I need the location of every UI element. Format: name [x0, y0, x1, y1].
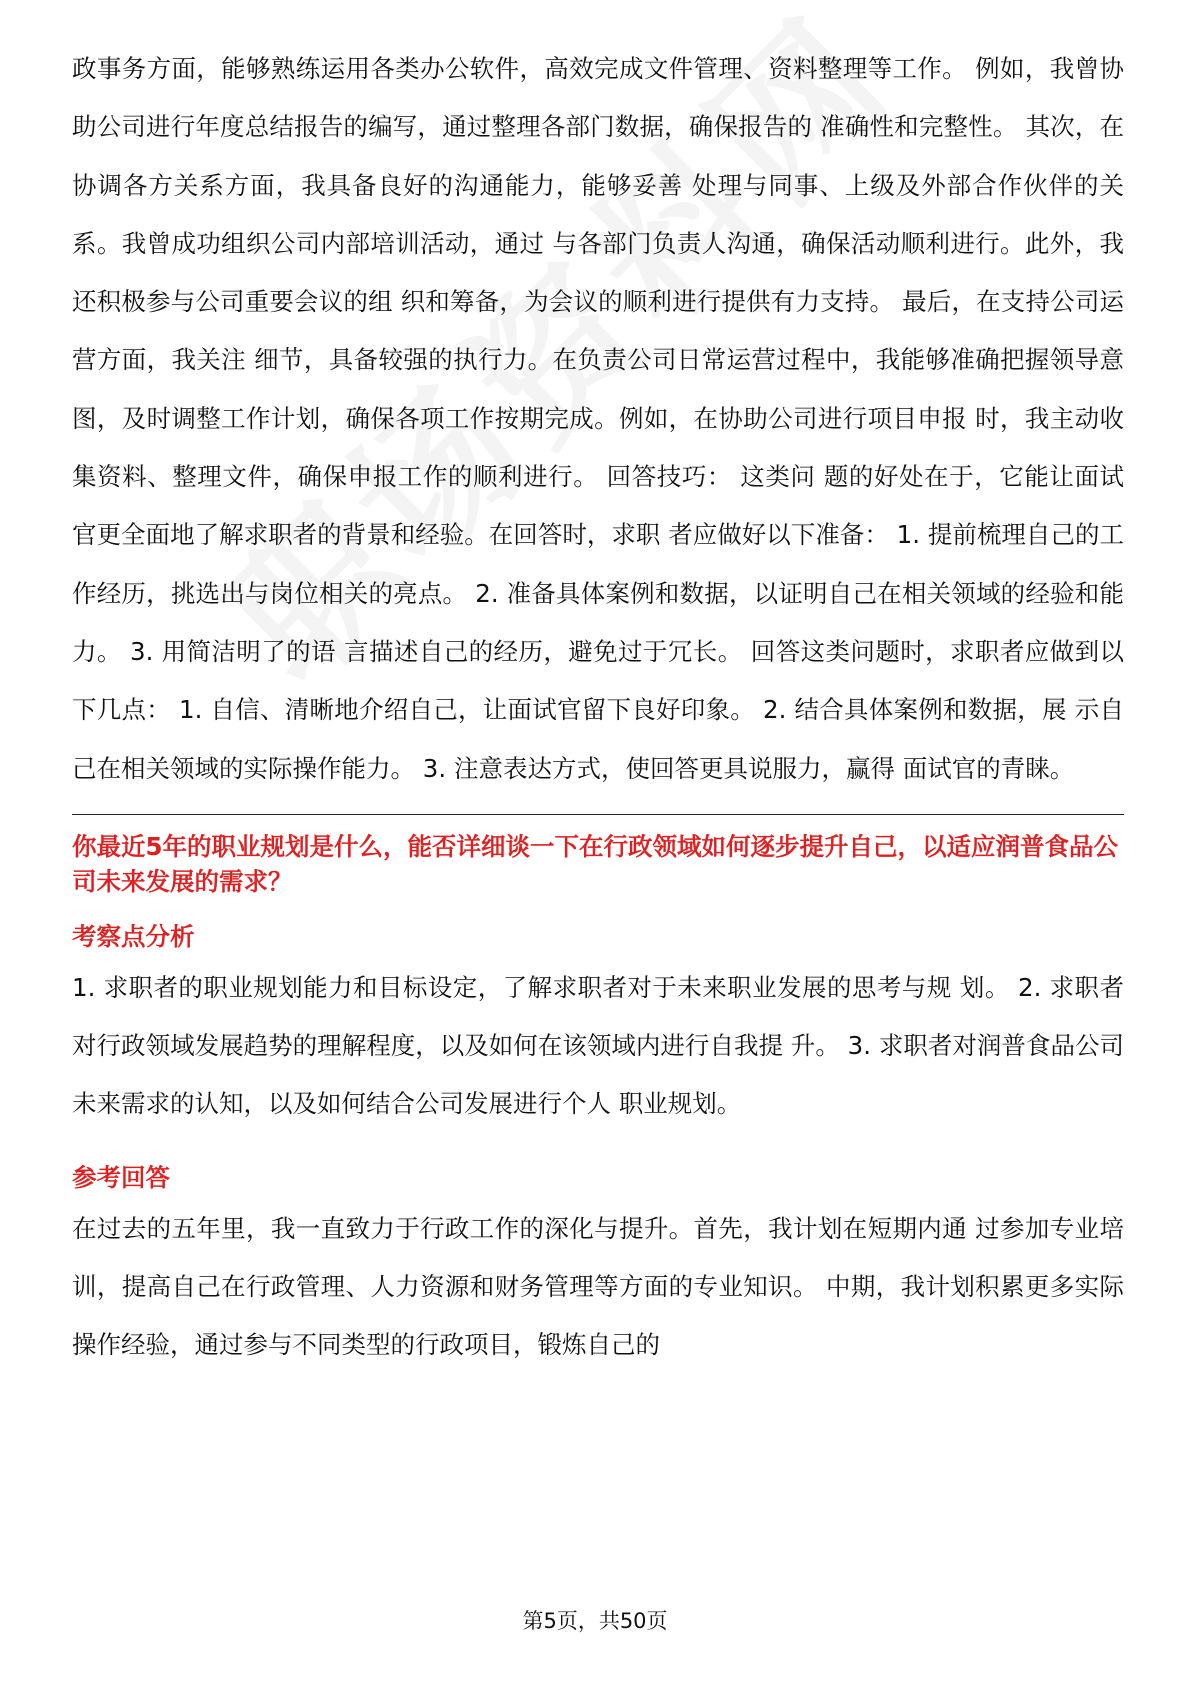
interview-question: 你最近5年的职业规划是什么，能否详细谈一下在行政领域如何逐步提升自己，以适应润普食品公司未来发展的需求？ — [72, 831, 1119, 896]
analysis-text: 1. 求职者的职业规划能力和目标设定，了解求职者对于未来职业发展的思考与规 划。 2. 求职者对行政领域发展趋势的理解程度，以及如何在该领域内进行自我提 升。 3. 求职者对润普食品公司未来需求的认知，以及如何结合公司发展进行个人 职业规划。 — [72, 972, 1124, 1119]
reference-answer-text: 在过去的五年里，我一直致力于行政工作的深化与提升。首先，我计划在短期内通 过参加专业培训，提高自己在行政管理、人力资源和财务管理等方面的专业知识。 中期，我计划积累更多实际操作经验，通过参与不同类型的行政项目，锻炼自己的 — [72, 1213, 1124, 1360]
intro-paragraph: 政事务方面，能够熟练运用各类办公软件，高效完成文件管理、资料整理等工作。 例如，我曾协助公司进行年度总结报告的编写，通过整理各部门数据，确保报告的 准确性和完整性。 其次，在协调各方关系方面，我具备良好的沟通能力，能够妥善 处理与同事、上级及外部合作伙伴的关系。我曾成功组织公司内部培训活动，通过 与各部门负责人沟通，确保活动顺利进行。此外，我还积极参与公司重要会议的组 织和筹备，为会议的顺利进行提供有力支持。 最后，在支持公司运营方面，我关注 细节，具备较强的执行力。在负责公司日常运营过程中，我能够准确把握领导意 图，及时调整工作计划，确保各项工作按期完成。例如，在协助公司进行项目申报 时，我主动收集资料、整理文件，确保申报工作的顺利进行。 回答技巧： 这类问 题的好处在于，它能让面试官更全面地了解求职者的背景和经验。在回答时，求职 者应做好以下准备： 1. 提前梳理自己的工作经历，挑选出与岗位相关的亮点。 2. 准备具体案例和数据，以证明自己在相关领域的经验和能力。 3. 用简洁明了的语 言描述自己的经历，避免过于冗长。 回答这类问题时，求职者应做到以下几点： 1. 自信、清晰地介绍自己，让面试官留下良好印象。 2. 结合具体案例和数据，展 示自己在相关领域的实际操作能力。 3. 注意表达方式，使回答更具说服力，赢得 面试官的青睐。 — [72, 54, 1124, 783]
reference-answer-heading: 参考回答 — [72, 1162, 170, 1192]
page-content — [72, 40, 1124, 1375]
analysis-heading: 考察点分析 — [72, 921, 195, 951]
page-number: 第5页，共50页 — [522, 1609, 668, 1633]
section-divider — [72, 814, 1124, 815]
